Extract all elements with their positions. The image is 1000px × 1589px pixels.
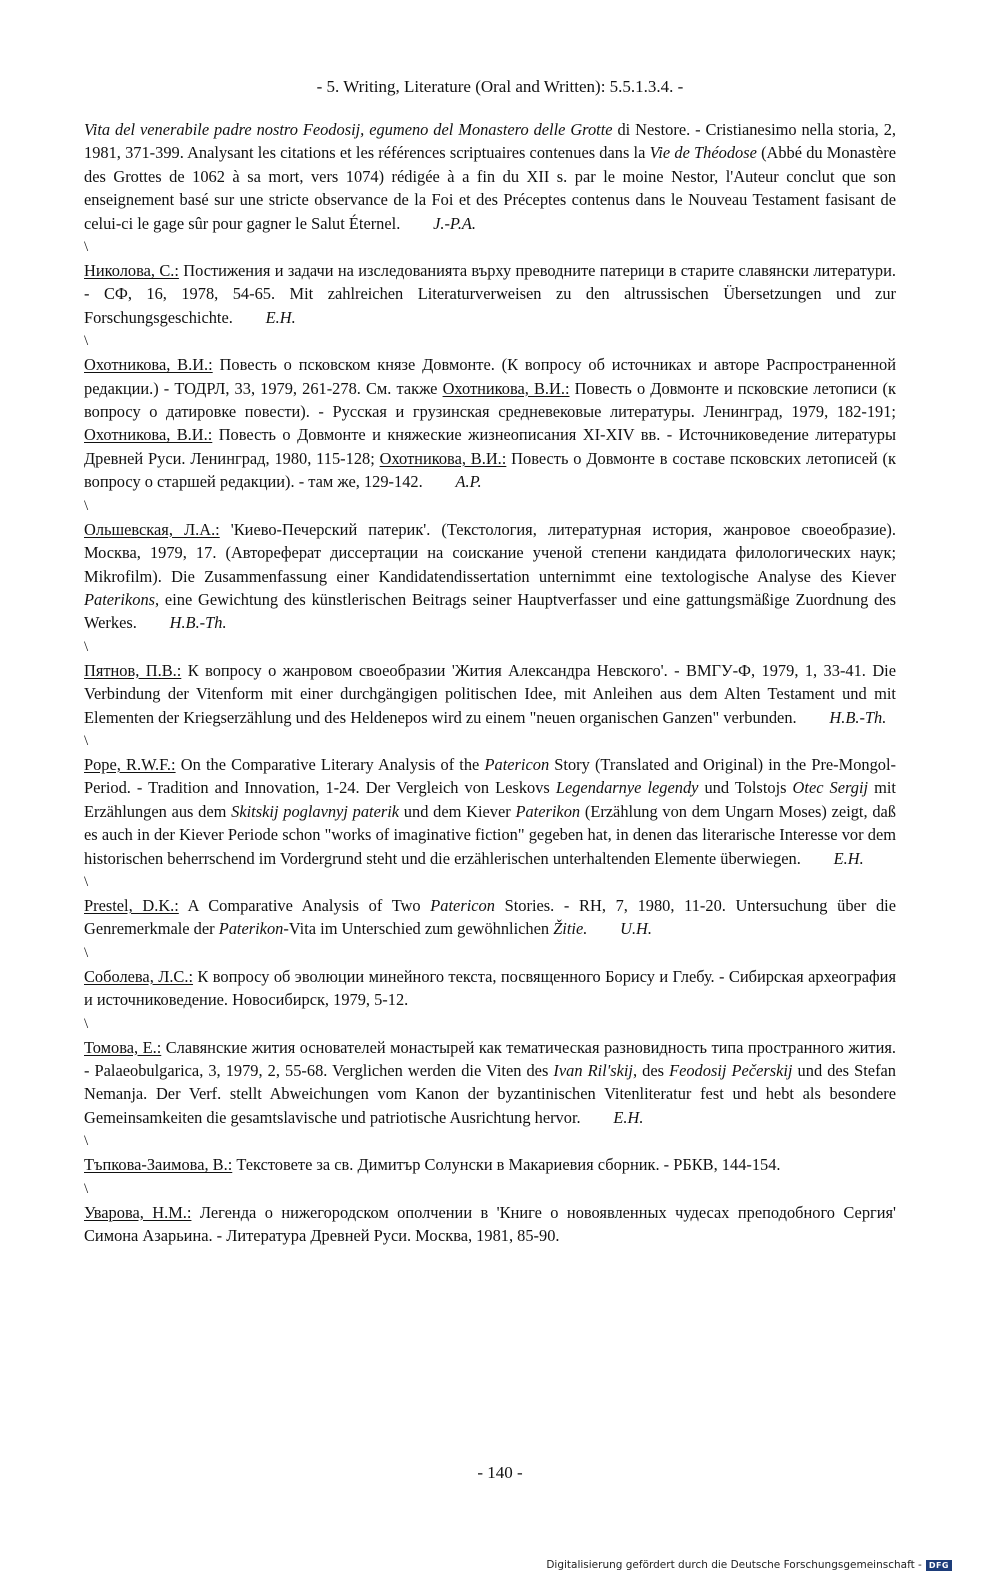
reviewer-initials: H.B.-Th. (169, 613, 227, 633)
entry-title: Paterikon (515, 801, 581, 821)
entry-ohotnikova (84, 353, 896, 493)
entry-title: Paterikons (84, 589, 156, 609)
entry-author: Охотникова, В.И.: (379, 448, 507, 468)
entry-title: Otec Sergij (792, 778, 869, 798)
entry-soboleva (84, 965, 896, 1012)
entry-text: Текстовете за св. Димитър Солунски в Макариевия сборник. - РБКВ, 144-154. (232, 1155, 781, 1175)
entry-text: Повесть о псковском князе Довмонте. (К вопросу об источниках и авторе Распространенной редакции.) - ТОДРЛ, 33, 1979, 261-278. См. также (84, 355, 896, 398)
entry-text: (Abbé du Monastère des Grottes de 1062 à sa mort, vers 1074) rédigée à a fin du XII s. par le moine Nestor, l'Auteur conclut que son enseignement basé sur une stricte observance de la Foi et des Préceptes contenus dans le Nouveau Testament fasisant de celui-ci le gage sûr pour gagner le Salut Éternel. (84, 143, 896, 233)
entry-text: К вопросу об эволюции минейного текста, посвященного Борису и Глебу. - Сибирская археография и источниковедение. Новосибирск, 1979, 5-12. (84, 966, 896, 1010)
reviewer-initials: A.P. (455, 472, 482, 492)
entry-separator: \ (84, 333, 89, 350)
entry-text: Повесть о Довмонте и княжеские жизнеописания XI-XIV вв. - Источниковедение литературы Древней Руси. Ленинград, 1980, 115-128; (84, 425, 896, 468)
entry-text: , eine Gewichtung des künstlerischen Beitrags seiner Hauptverfasser und eine gattungsmäßige Zuordnung des Werkes. (84, 589, 896, 633)
entry-author: Охотникова, В.И.: (84, 425, 213, 445)
entry-author: Томова, Е.: (84, 1037, 162, 1057)
entry-text: Славянские жития основателей монастырей как тематическая разновидность типа пространного жития. - Palaeobulgarica, 3, 1979, 2, 55-68. Verglichen werden die Viten des (84, 1037, 896, 1080)
entry-title: Ivan Ril'skij (553, 1061, 633, 1080)
entry-author: Охотникова, В.И.: (442, 378, 570, 398)
entry-text: Легенда о нижегородском ополчении в 'Книге о новоявленных чудесах преподобного Сергия' Симона Азарьина. - Литература Древней Руси. Москва, 1981, 85-90. (84, 1202, 896, 1246)
entry-prestel (84, 894, 896, 941)
entry-tapkova-zaimova (84, 1153, 896, 1176)
entry-title: Skitskij poglavnyj paterik (231, 801, 400, 821)
reviewer-initials: J.-P.A. (433, 213, 477, 233)
entry-author: Pope, R.W.F.: (84, 754, 176, 774)
entry-separator: \ (84, 638, 89, 655)
entry-text: und dem Kiever (399, 801, 516, 821)
entry-text: Постижения и задачи на изследованията върху преводните патерици в старите славянски литератури. - СФ, 16, 1978, 54-65. Mit zahlreichen Literaturverweisen zu den altrussischen Übersetzungen und zur Forschungsgeschichte. (84, 261, 896, 327)
reviewer-initials: U.H. (620, 919, 652, 939)
entry-text: , des (632, 1061, 670, 1080)
entry-text: Повесть о Довмонте в составе псковских летописей (к вопросу о старшей редакции). - там же, 129-142. (84, 448, 896, 492)
entry-separator: \ (84, 1015, 89, 1032)
entry-title: Feodosij Pečerskij (669, 1061, 793, 1080)
entry-text: К вопросу о жанровом своеобразии 'Жития Александра Невского'. - ВМГУ-Ф, 1979, 1, 33-41. Die Verbindung der Vitenform mit einer durchgängigen politischen Idee, mit Anleihen aus dem Alten Testament und mit Elementen der Kriegserzählung und des Heldenepos wird zu einem "neuen organischen Ganzen" verbunden. (84, 660, 896, 727)
entry-author: Николова, С.: (84, 261, 179, 281)
dfg-logo-icon: DFG (926, 1560, 952, 1571)
reviewer-initials: E.H. (265, 307, 296, 327)
running-header: - 5. Writing, Literature (Oral and Written): 5.5.1.3.4. - (316, 77, 684, 96)
entry-author: Пятнов, П.В.: (84, 660, 182, 680)
entry-text: A Comparative Analysis of Two (178, 895, 431, 915)
bibliography-content (84, 118, 896, 1247)
entry-text: und Tolstojs (698, 778, 793, 798)
entry-title: Žitie. (553, 919, 588, 939)
reviewer-initials: H.B.-Th. (829, 707, 887, 727)
reviewer-initials: E.H. (613, 1107, 644, 1127)
footer-text: Digitalisierung gefördert durch die Deutsche Forschungsgemeinschaft - (546, 1559, 922, 1571)
page-number: - 140 - (477, 1463, 523, 1482)
entry-author: Prestel, D.K.: (84, 895, 179, 915)
entry-title: Vie de Théodose (649, 143, 757, 163)
entry-title: Patericon (430, 895, 495, 915)
entry-pope (84, 753, 896, 870)
entry-text: -Vita im Unterschied zum gewöhnlichen (283, 919, 554, 939)
entry-text: (Erzählung von dem Ungarn Moses) zeigt, daß es auch in der Kiever Periode schon "works of imaginative fiction" gegeben hat, in denen das literarische Interesse vor dem historischen beherrschend im Vordergrund steht und die erzählerischen unterhaltenden Elemente überwiegen. (84, 801, 897, 868)
entry-nikolova (84, 259, 896, 329)
entry-text: di Nestore. - Cristianesimo nella storia, 2, 1981, 371-399. Analysant les citations et les références scriptuaires contenues dans la (84, 120, 896, 163)
entry-text: On the Comparative Literary Analysis of the (175, 754, 485, 774)
entry-separator: \ (84, 497, 89, 514)
entry-intro (84, 118, 896, 235)
entry-author: Тъпкова-Заимова, В.: (84, 1155, 233, 1175)
entry-separator: \ (84, 732, 89, 749)
entry-text: mit Erzählungen aus dem (84, 778, 896, 821)
entry-author: Охотникова, В.И.: (84, 355, 213, 375)
entry-separator: \ (84, 873, 89, 890)
entry-author: Соболева, Л.С.: (84, 966, 194, 986)
entry-text: Повесть о Довмонте и псковские летописи (к вопросу о датировке повести). - Русская и грузинская средневековые литературы. Ленинград, 1979, 182-191; (84, 378, 896, 422)
entry-text: Stories. - RH, 7, 1980, 11-20. Untersuchung über die Genremerkmale der (84, 895, 896, 939)
entry-separator: \ (84, 1180, 89, 1197)
footer-credit (546, 1559, 952, 1571)
entry-title: Legendarnye legendy (555, 778, 699, 798)
entry-author: Уварова, Н.М.: (84, 1202, 192, 1222)
entry-title: Patericon (484, 754, 550, 774)
entry-tomova (84, 1036, 896, 1130)
entry-uvarova (84, 1201, 896, 1248)
entry-text: 'Киево-Печерский патерик'. (Текстология, литературная история, жанровое своеобразие). Москва, 1979, 17. (Автореферат диссертации на соискание ученой степени кандидата филологических наук; Mikrofilm). Die Zusammenfassung einer Kandidatendissertation unternimmt eine textologische Analyse des Kiever (84, 519, 896, 586)
entry-olshevskaya (84, 518, 896, 635)
entry-author: Ольшевская, Л.А.: (84, 519, 220, 539)
entry-separator: \ (84, 944, 89, 961)
entry-text: und des Stefan Nemanja. Der Verf. stellt Abweichungen vom Kanon der byzantinischen Vitenliteratur fest und hebt als besondere Gemeinsamkeiten die gesamtslavische und patriotische Ausrichtung hervor. (84, 1061, 896, 1127)
entry-separator: \ (84, 1133, 89, 1150)
entry-title: Vita del venerabile padre nostro Feodosij, egumeno del Monastero delle Grotte (84, 120, 613, 139)
entry-title: Paterikon (218, 919, 284, 939)
entry-text: Story (Translated and Original) in the Pre-Mongol-Period. - Tradition and Innovation, 1-24. Der Vergleich von Leskovs (84, 754, 897, 798)
entry-pyatnov (84, 659, 896, 729)
reviewer-initials: E.H. (833, 848, 864, 868)
entry-separator: \ (84, 239, 89, 256)
